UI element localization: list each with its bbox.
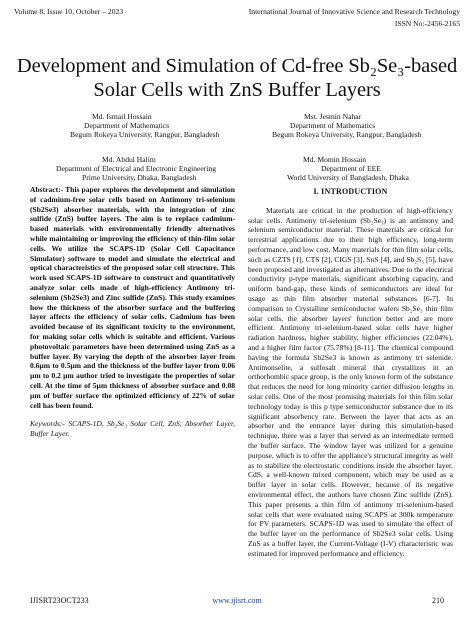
author-block-2 [272,112,421,140]
title-line-2: Solar Cells with ZnS Buffer Layers [93,79,381,101]
left-column [30,185,235,439]
section-heading-introduction: I. INTRODUCTION [313,187,388,196]
author-block-1 [70,112,219,140]
author-block-4 [287,155,409,183]
paper-title [10,54,464,102]
journal-issn: ISSN No:-2456-2165 [394,19,460,28]
author-name: Md. Abdul Halim [102,155,156,164]
author-dept: Department of Electrical and Electronic Engineering [56,164,217,174]
header-journal [249,7,460,29]
keywords-text: Keywords:- SCAPS-1D, Sb₂Se₃ Solar Cell, ZnS, Absorber Layer, Buffer Layer. [30,419,235,439]
footer-page-number: 210 [432,596,444,605]
author-inst: World University of Bangladesh, Dhaka [287,173,409,183]
author-dept: Department of Mathematics [84,121,170,131]
author-name: Md. Ismail Hossain [92,112,152,121]
author-inst: Begum Rokeya University, Rangpur, Bangladesh [70,130,220,140]
intro-paragraph: Materials are critical in the production of high-efficiency solar cells. Antimony tri-selenium (Sb₂Se₃) is an antimony and selenium semiconductor material. These materials are critical for terrestrial applications due to their high efficiency, long-term performance, and low cost. Many materials for thin film solar cells, such as CZTS [1], CTS [2], CIGS [3], SnS [4], and Sb₂S₃ [5], have been proposed and investigated as alternatives. Due to the electrical conductivity p-type materials, significant absorbing capacity, and uniform band-gap, these kinds of semiconductors are ideal for usage as thin film absorber material substances [6-7]. In comparison to Crystalline semiconductor wafers Sb₂Se₃ thin film solar cells, the absorber layers' function better and are more efficient. Antimony tri-selenium-based solar cells have higher radiation hardness, higher stability, higher efficiencies (22.04%), and a higher film factor (75.78%) [8-11]. The chemical compound having the formula Sb2Se3 is known as antimony tri selenide. Antimonselite, a sulfosalt mineral that crystallizes in an orthorhombic space group, is the only known form of the substance that reduces the need for long minority carrier diffusion lengths in solar cells. One of the most promising materials for thin film solar technology today is this p type semiconductor substance due to its significant absorbency rate. Between the layer that acts as an absorber and the entrance layer during this simulation-based technique, there was a layer that served as an intermediate termed the buffer surface. The window layer was utilized for a genuine purpose, which is to offer the appliance's structural integrity as well as to stabilize the electrostatic conditions inside the absorber layer. CdS, a well-known mixed component, which may be used as a buffer layer in solar cells. However, because of its negative environmental effect, the authors have chosen Zinc sulfide (ZnS). This paper presents a thin film of antimony tri-selenium-based solar cells that were evaluated using SCAPS at 300k temperature for PV parameters. SCAPS-1D was used to simulate the effect of the buffer layer on the performance of Sb2Se3 solar cells. Using ZnS as a buffer layer, the Current-Voltage (I-V) characteristic was estimated for improved performance and efficiency. [248,205,453,558]
footer-url-link[interactable]: www.ijisrt.com [212,596,262,605]
author-dept: Department of EEE [321,164,381,174]
right-column [248,185,453,558]
footer-code: IJISRT23OCT233 [30,596,89,605]
author-name: Mst. Jesmin Nahar [304,112,362,121]
journal-name: International Journal of Innovative Science and Research Technology [248,7,460,16]
author-block-3 [56,155,216,183]
author-dept: Department of Mathematics [290,121,376,131]
author-name: Md. Momin Hossain [303,155,367,164]
author-inst: Prime University, Dhaka, Bangladesh [82,173,197,183]
title-line-1: Development and Simulation of Cd-free Sb₂Se₃-based [16,55,458,77]
header-volume: Volume 8, Issue 10, October – 2023 [14,7,124,16]
abstract-text: Abstract:- This paper explores the development and simulation of cadmium-free solar cells based on Antimony tri-selenium (Sb2Se3) absorber materials, with the integration of zinc sulfide (ZnS) buffer layers. The aim is to replace cadmium-based materials with environmentally friendly alternatives while maintaining or improving the efficiency of thin-film solar cells. We utilize the SCAPS-1D (Solar Cell Capacitance Simulator) software to model and simulate the electrical and optical characteristics of the proposed solar cell structure. This work used SCAPS-1D software to construct and quantitatively analyze solar cells made of high-efficiency Antimony tri-selenium (Sb2Se3) and Zinc sulfide (ZnS). This study examines how the thickness of the absorber surface and the buffering layer affects the efficiency of solar cells. Cadmium has been avoided because of its significant toxicity to the environment, for making solar cells which is suitable and efficient. Various photovoltaic parameters have been determined using ZnS as a buffer layer. By varying the depth of the absorber layer from 0.6µm to 0.5µm and the thickness of the buffer layer from 0.06 µm to 0.2 µm author tried to investigate the properties of solar cell. At the time of 5µm thickness of absorber surface and 0.08 µm of buffer surface the optimized efficiency of 22% of solar cell has been found. [30,185,235,410]
author-inst: Begum Rokeya University, Rangpur, Bangladesh [272,130,422,140]
